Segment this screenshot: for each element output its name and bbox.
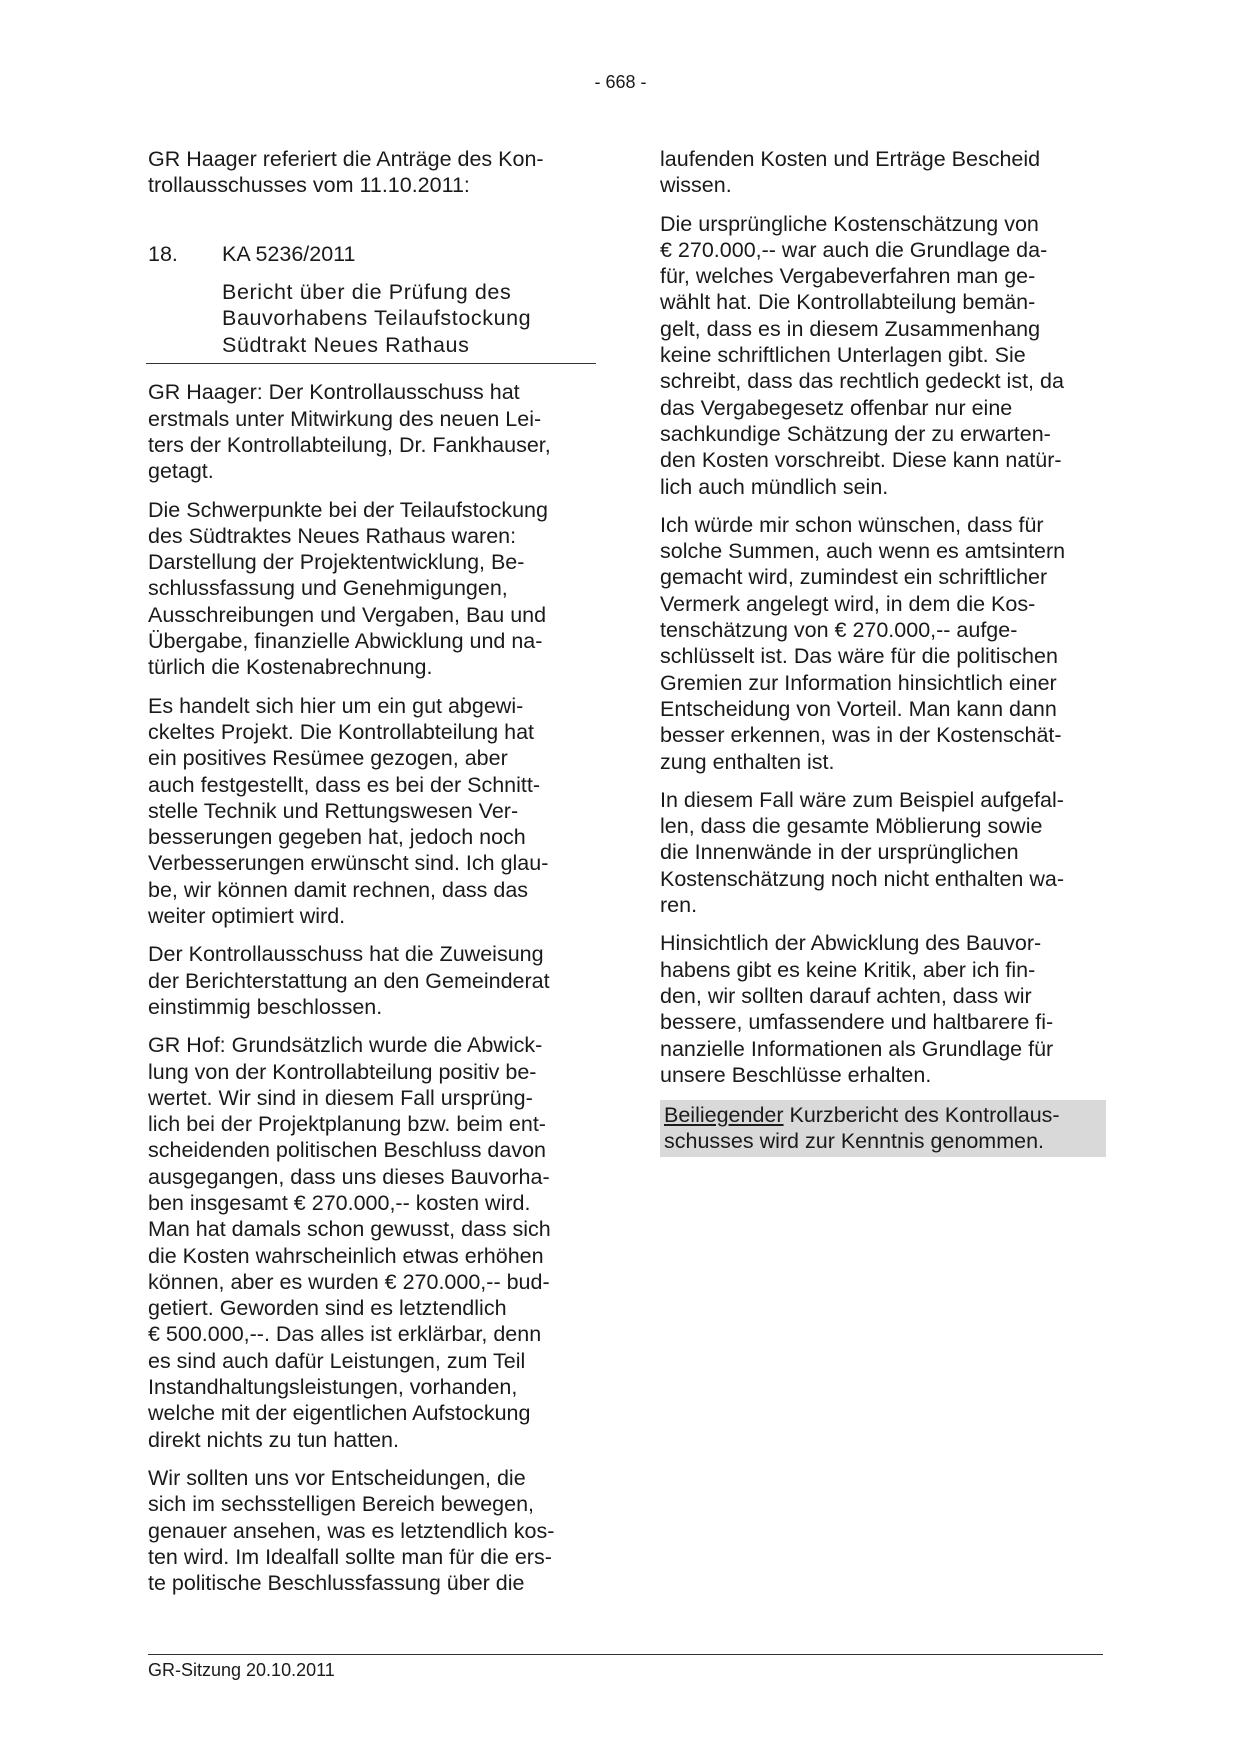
left-column <box>148 146 588 1608</box>
paragraph: GR Hof: Grundsätzlich wurde die Abwick- lung von der Kontrollabteilung positiv be- wertet. Wir sind in diesem Fall ursprüng- lich bei der Projektplanung bzw. beim ent- scheidenden politischen Beschluss davon ausgegangen, dass uns dieses Bauvorha- ben insgesamt € 270.000,-- kosten wird. Man hat damals schon gewusst, dass sich die Kosten wahrscheinlich etwas erhöhen können, aber es wurden € 270.000,-- bud- getiert. Geworden sind es letztendlich € 500.000,--. Das alles ist erklärbar, denn es sind auch dafür Leistungen, zum Teil Instandhaltungsleistungen, vorhanden, welche mit der eigentlichen Aufstockung direkt nichts zu tun hatten. <box>148 1033 551 1452</box>
paragraph: Wir sollten uns vor Entscheidungen, die sich im sechsstelligen Bereich bewegen, genauer ansehen, was es letztendlich kos- ten wird. Im Idealfall sollte man für die ers- te politische Beschlussfassung über die <box>148 1465 555 1596</box>
right-column <box>660 146 1100 1169</box>
paragraph: laufenden Kosten und Erträge Bescheid wissen. <box>660 147 1041 198</box>
paragraph: Hinsichtlich der Abwicklung des Bauvor- habens gibt es keine Kritik, aber ich fin- den, wir sollten darauf achten, dass wir bessere, umfassendere und haltbarere fi- nanzielle Informationen als Grundlage für unsere Beschlüsse erhalten. <box>660 931 1054 1087</box>
paragraph: Der Kontrollausschuss hat die Zuweisung der Berichterstattung an den Gemeinderat einstimmig beschlossen. <box>148 942 550 1019</box>
agenda-divider <box>146 363 596 364</box>
agenda-number: 18. <box>148 241 178 266</box>
paragraph: Es handelt sich hier um ein gut abgewi- ckeltes Projekt. Die Kontrollabteilung hat ein positives Resümee gezogen, aber auch festgestellt, dass es bei der Schnitt- stelle Technik und Rettungswesen Ver- besserungen gegeben hat, jedoch noch Verbesserungen erwünscht sind. Ich glau- be, wir können damit rechnen, dass das weiter optimiert wird. <box>148 693 549 929</box>
footer-divider <box>148 1654 1103 1655</box>
agenda-code: KA 5236/2011 <box>222 241 356 266</box>
resolution-text: Kurzbericht des Kontrollaus- schusses wird zur Kenntnis genommen. <box>664 1103 1060 1154</box>
resolution-lead: Beiliegender <box>664 1103 784 1128</box>
agenda-title: Bericht über die Prüfung des Bauvorhabens Teilaufstockung Südtrakt Neues Rathaus <box>222 279 532 357</box>
resolution-box <box>660 1100 1106 1157</box>
paragraph: Ich würde mir schon wünschen, dass für solche Summen, auch wenn es amtsintern gemacht wird, zumindest ein schriftlicher Vermerk angelegt wird, in dem die Kos- tenschätzung von € 270.000,-- aufge- schlüsselt ist. Das wäre für die politischen Gremien zur Information hinsichtlich einer Entscheidung von Vorteil. Man kann dann besser erkennen, was in der Kostenschät- zung enthalten ist. <box>660 512 1066 774</box>
paragraph: In diesem Fall wäre zum Beispiel aufgefal- len, dass die gesamte Möblierung sowie die Innenwände in der ursprünglichen Kostenschätzung noch nicht enthalten wa- ren. <box>660 787 1064 918</box>
agenda-heading <box>148 241 588 267</box>
paragraph: GR Haager: Der Kontrollausschuss hat erstmals unter Mitwirkung des neuen Lei- ters der Kontrollabteilung, Dr. Fankhauser, getagt. <box>148 380 551 484</box>
intro-paragraph: GR Haager referiert die Anträge des Kon- trollausschusses vom 11.10.2011: <box>148 147 544 198</box>
page-number: - 668 - <box>594 72 647 92</box>
paragraph: Die ursprüngliche Kostenschätzung von € 270.000,-- war auch die Grundlage da- für, welches Vergabeverfahren man ge- wählt hat. Die Kontrollabteilung bemän- gelt, dass es in diesem Zusammenhang keine schriftlichen Unterlagen gibt. Sie schreibt, dass das rechtlich gedeckt ist, da das Vergabegesetz offenbar nur eine sachkundige Schätzung der zu erwarten- den Kosten vorschreibt. Diese kann natür- lich auch mündlich sein. <box>660 211 1064 499</box>
footer-text: GR-Sitzung 20.10.2011 <box>148 1660 335 1680</box>
paragraph: Die Schwerpunkte bei der Teilaufstockung des Südtraktes Neues Rathaus waren: Darstellung der Projektentwicklung, Be- schlussfassung und Genehmigungen, Ausschreibungen und Vergaben, Bau und Übergabe, finanzielle Abwicklung und na- türlich die Kostenabrechnung. <box>148 497 548 680</box>
